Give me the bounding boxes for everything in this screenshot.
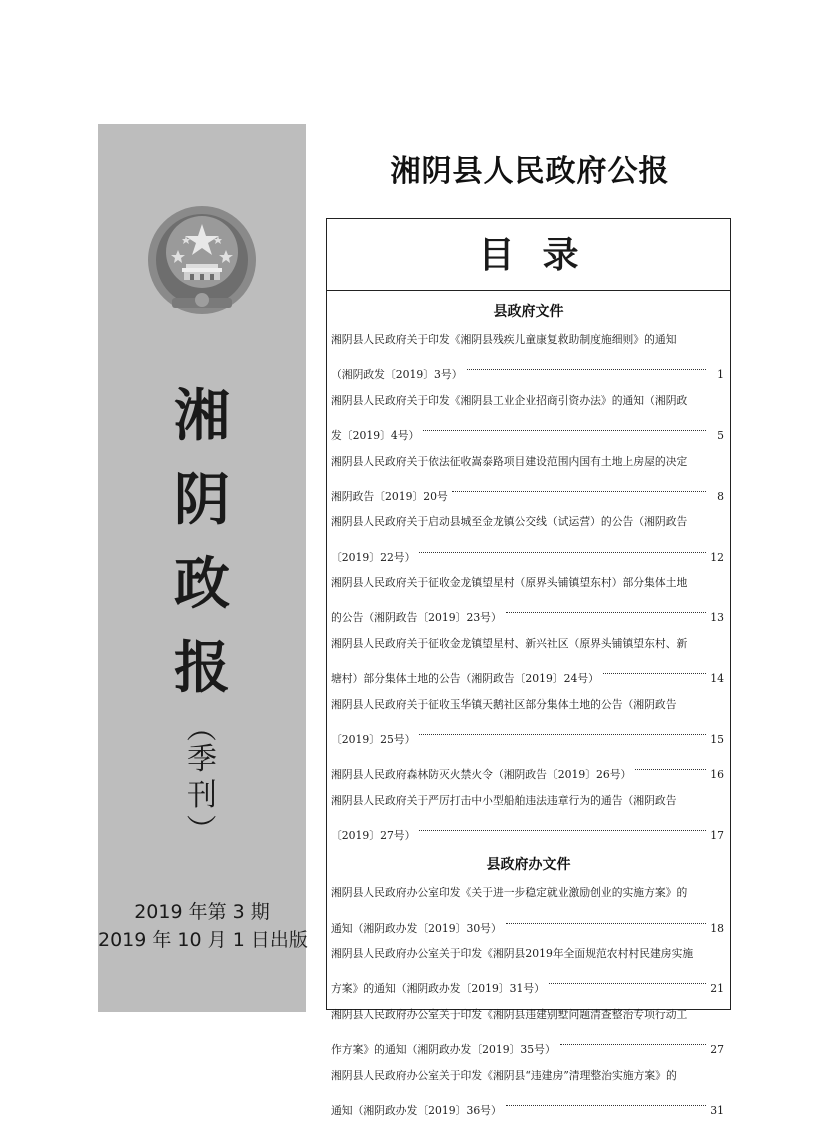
issue-number: 2019 年第 3 期 [134,901,270,923]
title-char: 湘 [174,383,230,449]
subtitle-open-paren: （ [182,712,217,742]
entry-ref: 发〔2019〕4号） [331,428,420,442]
entry-title: 湘阴县人民政府关于印发《湘阴县残疾儿童康复救助制度施细则》的通知 [331,333,677,346]
leader-dots [603,657,706,683]
toc-entry[interactable] [331,449,724,510]
section-title-county-office-documents: 县政府办文件 [486,857,571,874]
entry-title: 湘阴县人民政府关于征收金龙镇望星村（原界头铺镇望东村）部分集体土地 [331,576,688,590]
toc-heading: 目录 [327,219,730,291]
title-char: 报 [174,635,230,701]
entry-page: 18 [710,921,724,935]
entry-ref: 通知（湘阴政办发〔2019〕36号） [331,1103,502,1117]
toc-entry[interactable] [331,388,724,449]
entry-page: 15 [710,732,724,746]
national-emblem-icon [142,202,262,322]
entry-ref: 作方案》的通知（湘阴政办发〔2019〕35号） [331,1043,556,1057]
entry-page: 5 [717,428,724,442]
toc-entry[interactable] [331,509,724,570]
entry-ref: 的公告（湘阴政告〔2019〕23号） [331,611,502,625]
entry-title: 湘阴县人民政府办公室关于印发《湘阴县2019年全面规范农村村民建房实施 [331,947,694,961]
leader-dots [635,752,706,778]
toc-entry[interactable] [331,880,724,941]
entry-title: 湘阴县人民政府关于依法征收嵩泰路项目建设范围内国有土地上房屋的决定 [331,454,688,468]
entry-page: 21 [710,982,724,996]
entry-title: 湘阴县人民政府关于印发《湘阴县工业企业招商引资办法》的通知（湘阴政 [331,393,688,407]
entry-title: 湘阴县人民政府关于征收金龙镇望星村、新兴社区（原界头铺镇望东村、新 [331,636,688,650]
entry-ref: （湘阴政发〔2019〕3号） [331,368,463,382]
leader-dots [506,1088,706,1114]
toc-section-1-entries [327,327,730,848]
entry-page: 13 [710,611,724,625]
entry-page: 17 [710,828,724,842]
subtitle-char: 刊 [187,778,217,813]
entry-page: 8 [717,489,724,503]
toc-entry[interactable] [331,752,724,787]
leader-dots [560,1028,706,1054]
entry-page: 27 [710,1043,724,1057]
vertical-subtitle [98,712,306,844]
leader-dots [419,717,706,743]
toc-entry[interactable] [331,788,724,849]
toc-entry[interactable] [331,327,724,388]
toc-entry[interactable] [331,631,724,692]
toc-section-2-entries [327,880,730,1123]
leader-dots [506,906,706,932]
entry-page: 14 [710,672,724,686]
entry-ref: 湘阴县人民政府森林防灭火禁火令（湘阴政告〔2019〕26号） [331,768,632,782]
entry-ref: 通知（湘阴政办发〔2019〕30号） [331,921,502,935]
entry-ref: 〔2019〕22号） [331,550,416,564]
entry-page: 1 [717,368,724,382]
subtitle-close-paren: ） [182,814,217,844]
toc-entry[interactable] [331,1063,724,1124]
subtitle-char: 季 [187,742,217,777]
leader-dots [452,474,706,500]
entry-title: 湘阴县人民政府关于启动县城至金龙镇公交线（试运营）的公告（湘阴政告 [331,515,688,529]
toc-entry[interactable] [331,692,724,753]
toc-entry[interactable] [331,570,724,631]
entry-ref: 〔2019〕27号） [331,828,416,842]
publish-date: 2019 年 10 月 1 日出版 [98,929,308,951]
leader-dots [467,353,706,379]
leader-dots [423,413,706,439]
table-of-contents [326,218,731,1117]
entry-title: 湘阴县人民政府办公室印发《关于进一步稳定就业激励创业的实施方案》的 [331,886,688,900]
entry-ref: 塘村）部分集体土地的公告（湘阴政告〔2019〕24号） [331,672,599,686]
issue-info [98,898,306,954]
toc-entry[interactable] [331,941,724,1002]
leader-dots [419,813,706,839]
entry-ref: 方案》的通知（湘阴政办发〔2019〕31号） [331,982,545,996]
entry-title: 湘阴县人民政府办公室关于印发《湘阴县“违建房”清理整治实施方案》的 [331,1068,677,1082]
entry-ref: 〔2019〕25号） [331,732,416,746]
cover-sidebar [98,124,306,1012]
bulletin-title: 湘阴县人民政府公报 [390,154,670,189]
leader-dots [419,535,706,561]
entry-page: 16 [710,768,724,782]
entry-page: 12 [710,550,724,564]
entry-title: 湘阴县人民政府办公室关于印发《湘阴县违建别墅问题清查整治专项行动工 [331,1008,688,1021]
title-char: 阴 [174,467,230,533]
leader-dots [506,596,706,622]
entry-title: 湘阴县人民政府关于严厉打击中小型船舶违法违章行为的通告（湘阴政告 [331,793,677,807]
entry-ref: 湘阴政告〔2019〕20号 [331,489,448,503]
entry-page: 31 [710,1103,724,1117]
title-char: 政 [174,551,230,617]
leader-dots [549,967,706,993]
entry-title: 湘阴县人民政府关于征收玉华镇天鹅社区部分集体土地的公告（湘阴政告 [331,697,677,711]
toc-entry[interactable] [331,1002,724,1063]
section-title-county-government-documents: 县政府文件 [493,304,564,320]
